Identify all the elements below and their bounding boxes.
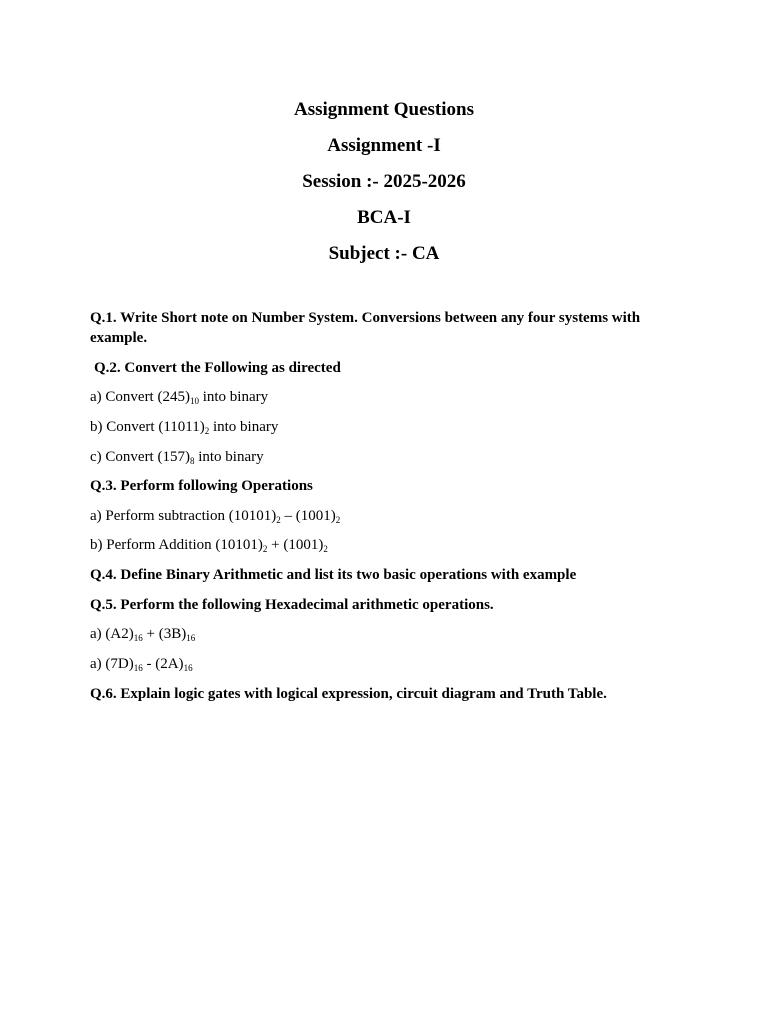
assignment-label: Assignment -I bbox=[327, 135, 441, 156]
question-2a-base: 10 bbox=[189, 396, 199, 406]
question-2b-base: 2 bbox=[204, 426, 210, 436]
question-2b-text: b) Convert (11011) bbox=[90, 419, 205, 435]
question-2a-text: a) Convert (245) bbox=[90, 389, 190, 405]
question-2c bbox=[90, 447, 660, 467]
question-2a bbox=[90, 387, 660, 407]
question-6: Q.6. Explain logic gates with logical expression, circuit diagram and Truth Table. bbox=[90, 686, 607, 702]
question-5a-base-2: 16 bbox=[186, 633, 196, 643]
question-3b-operand: + (1001) bbox=[267, 537, 324, 553]
question-2a-suffix: into binary bbox=[198, 389, 269, 405]
course-label: BCA-I bbox=[357, 207, 411, 228]
question-5b-operand: - (2A) bbox=[142, 656, 184, 672]
question-1: Q.1. Write Short note on Number System. Conversions between any four systems with example. bbox=[90, 310, 641, 346]
question-3b-text: b) Perform Addition (10101) bbox=[90, 537, 263, 553]
question-5a-base-1: 16 bbox=[133, 633, 143, 643]
question-3a bbox=[90, 506, 660, 526]
question-3b-base-2: 2 bbox=[323, 544, 328, 554]
subject-label: Subject :- CA bbox=[328, 243, 440, 264]
question-3a-base-2: 2 bbox=[335, 515, 341, 525]
document-title: Assignment Questions bbox=[294, 99, 474, 120]
question-2c-base: 8 bbox=[189, 456, 195, 466]
question-3a-operand: – (1001) bbox=[280, 508, 336, 524]
question-5b-text: a) (7D) bbox=[90, 656, 134, 672]
question-2: Q.2. Convert the Following as directed bbox=[94, 360, 341, 376]
question-3a-text: a) Perform subtraction (10101) bbox=[90, 508, 277, 524]
question-3: Q.3. Perform following Operations bbox=[90, 478, 313, 494]
question-2c-text: c) Convert (157) bbox=[90, 449, 190, 465]
question-2b-suffix: into binary bbox=[209, 419, 279, 435]
document-header bbox=[0, 92, 768, 272]
question-3b-base-1: 2 bbox=[262, 544, 268, 554]
question-5a-text: a) (A2) bbox=[90, 626, 134, 642]
question-2c-suffix: into binary bbox=[194, 449, 264, 465]
question-2b bbox=[90, 417, 660, 437]
question-5b-base-2: 16 bbox=[183, 663, 193, 673]
question-5: Q.5. Perform the following Hexadecimal arithmetic operations. bbox=[90, 597, 494, 613]
session-label: Session :- 2025-2026 bbox=[302, 171, 466, 192]
question-4: Q.4. Define Binary Arithmetic and list its two basic operations with example bbox=[90, 567, 577, 583]
question-3b bbox=[90, 535, 660, 555]
question-5b-base-1: 16 bbox=[133, 663, 143, 673]
question-5a bbox=[90, 624, 660, 644]
question-5b bbox=[90, 654, 660, 674]
questions-list bbox=[90, 308, 660, 704]
question-3a-base-1: 2 bbox=[276, 515, 281, 525]
question-5a-operand: + (3B) bbox=[142, 626, 187, 642]
